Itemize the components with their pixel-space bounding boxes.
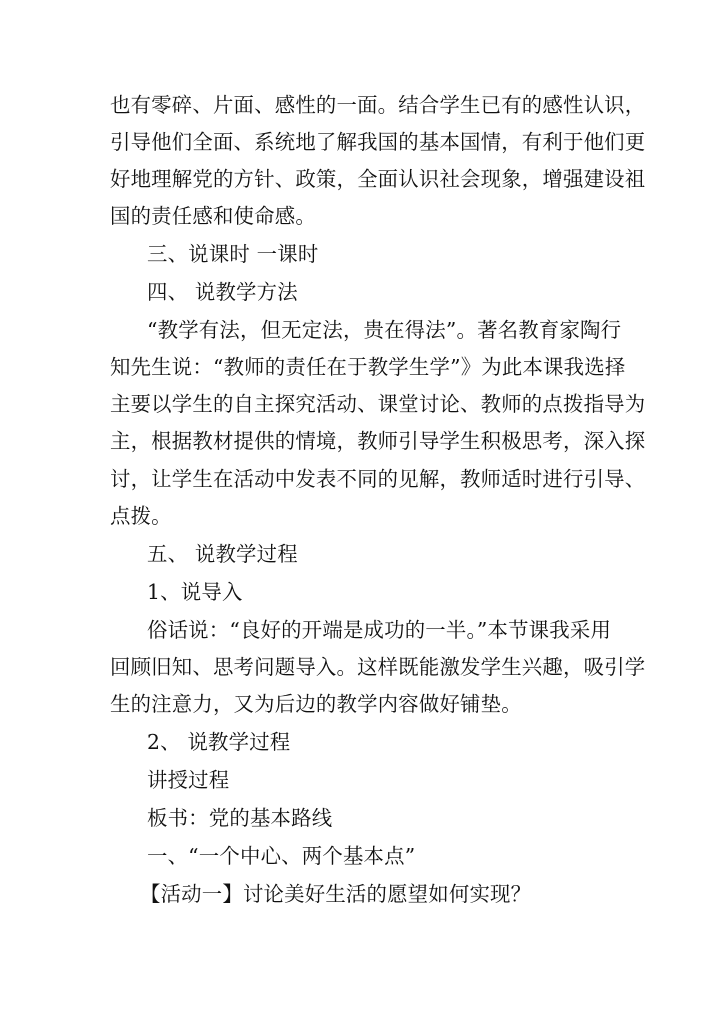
subheading-introduction: 1、说导入: [147, 580, 243, 604]
paragraph-line: 讨，让学生在活动中发表不同的见解，教师适时进行引导、: [110, 467, 646, 491]
paragraph-line: 主要以学生的自主探究活动、课堂讨论、教师的点拨指导为: [110, 392, 646, 416]
section-heading-lesson-time: 三、说课时 一课时: [147, 242, 319, 266]
subheading-lecture-process: 讲授过程: [147, 768, 230, 792]
paragraph-line: 生的注意力，又为后边的教学内容做好铺垫。: [110, 692, 522, 716]
paragraph-line: 也有零碎、片面、感性的一面。结合学生已有的感性认识，: [110, 93, 646, 117]
paragraph-line: 回顾旧知、思考问题导入。这样既能激发学生兴趣，吸引学: [110, 655, 646, 679]
paragraph-line: 俗话说：“良好的开端是成功的一半。”本节课我采用: [147, 618, 612, 642]
section-heading-teaching-process: 五、 说教学过程: [147, 542, 298, 566]
paragraph-line: 知先生说：“教师的责任在于教学生学”》为此本课我选择: [110, 355, 626, 379]
section-heading-teaching-method: 四、 说教学方法: [147, 280, 298, 304]
paragraph-line: “教学有法，但无定法，贵在得法”。著名教育家陶行: [147, 318, 622, 342]
subheading-teaching-process: 2、 说教学过程: [147, 730, 291, 754]
paragraph-line: 好地理解党的方针、政策，全面认识社会现象，增强建设祖: [110, 167, 646, 191]
paragraph-line: 引导他们全面、系统地了解我国的基本国情，有利于他们更: [110, 130, 646, 154]
point-one-heading: 一、“一个中心、两个基本点”: [147, 844, 416, 868]
paragraph-line: 国的责任感和使命感。: [110, 204, 316, 228]
paragraph-line: 主，根据教材提供的情境，教师引导学生积极思考，深入探: [110, 429, 646, 453]
activity-one-heading: 【活动一】讨论美好生活的愿望如何实现？: [140, 882, 532, 906]
blackboard-note: 板书：党的基本路线: [147, 806, 333, 830]
paragraph-line: 点拨。: [110, 504, 172, 528]
